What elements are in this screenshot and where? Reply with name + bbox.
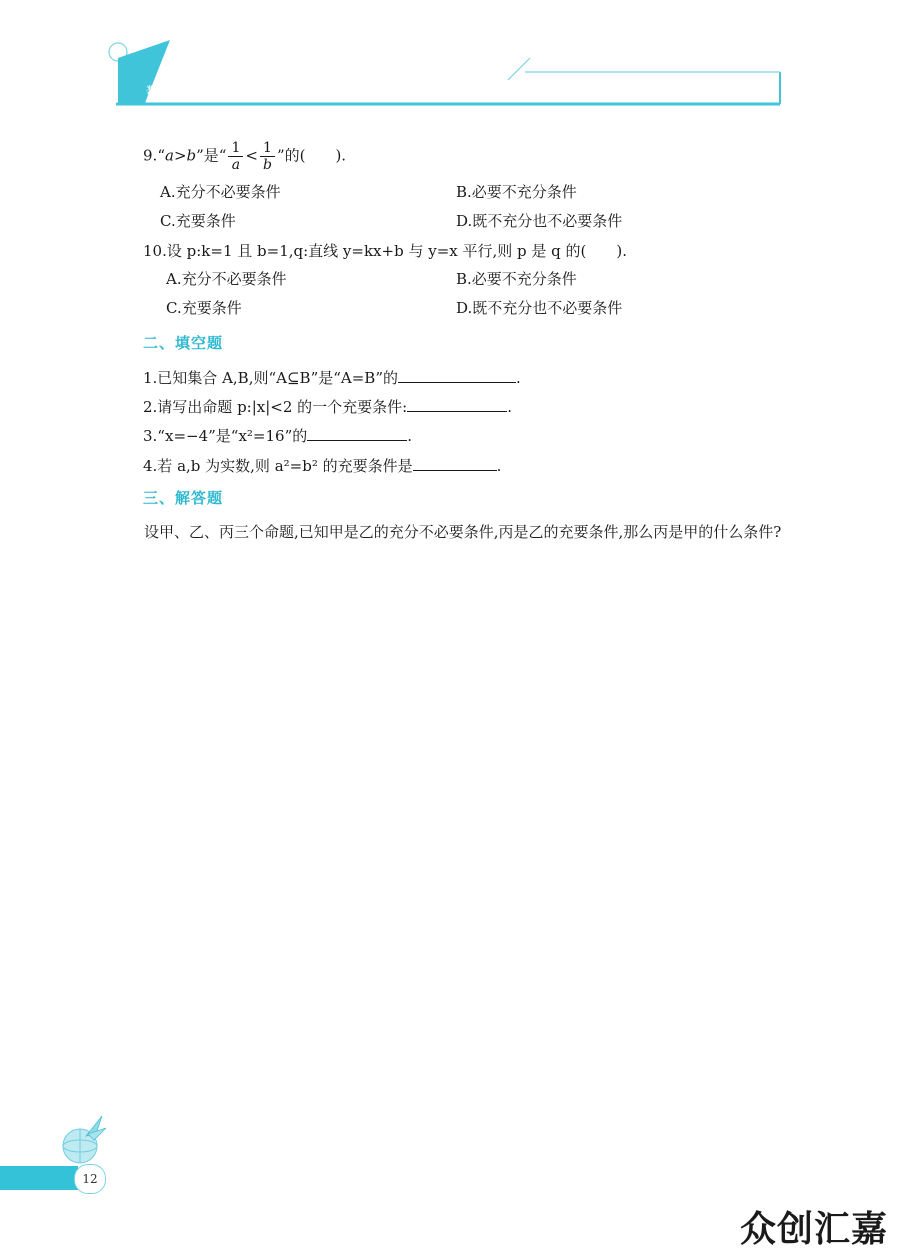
lt-sign: < (245, 146, 258, 165)
option-a: A.充分不必要条件 (166, 270, 287, 288)
question-text: 设 p:k=1 且 b=1,q:直线 y=kx+b 与 y=x 平行,则 p 是 q 的( ). (166, 242, 628, 260)
option-d: D.既不充分也不必要条件 (456, 299, 623, 317)
fill-item-2 (143, 396, 512, 417)
var-b: b (186, 146, 197, 165)
option-c: C.充要条件 (166, 299, 242, 317)
option-b: B.必要不充分条件 (456, 183, 577, 201)
header-title: 数学同步练(拓展模块一·上册) (146, 85, 332, 100)
answer-blank[interactable] (407, 396, 507, 412)
question-number: 10. (143, 242, 167, 260)
fill-text: 4.若 a,b 为实数,则 a²=b² 的充要条件是 (143, 457, 413, 475)
watermark-text: 众创汇嘉 (740, 1209, 889, 1250)
question-10 (143, 241, 627, 261)
header-decoration (0, 0, 899, 120)
period: . (516, 369, 521, 387)
section-answer-title: 三、解答题 (143, 489, 224, 507)
gt-sign: > (173, 146, 187, 165)
option-b: B.必要不充分条件 (456, 270, 577, 288)
period: . (507, 398, 513, 416)
quote: ”是“ (196, 146, 227, 165)
fill-item-3 (143, 425, 412, 446)
question-number: 9. (143, 146, 158, 165)
question-tail: ”的( ). (276, 146, 347, 165)
var-a: a (164, 146, 174, 165)
page-number: 12 (74, 1164, 106, 1194)
period: . (496, 457, 502, 475)
period: . (407, 427, 413, 445)
fill-text: 2.请写出命题 p:|x|<2 的一个充要条件: (143, 398, 408, 416)
answer-question-text: 设甲、乙、丙三个命题,已知甲是乙的充分不必要条件,丙是乙的充要条件,那么丙是甲的什么条件? (144, 523, 782, 541)
fill-text: 1.已知集合 A,B,则“A⊆B”是“A=B”的 (143, 369, 398, 387)
option-c: C.充要条件 (160, 212, 236, 230)
section-fill-title: 二、填空题 (143, 334, 224, 352)
quote: “ (157, 146, 165, 165)
question-9 (143, 140, 346, 173)
fill-item-1 (143, 367, 521, 388)
fill-item-4 (143, 455, 501, 476)
option-d: D.既不充分也不必要条件 (456, 212, 623, 230)
footer-emblem-icon (58, 1110, 114, 1168)
fraction-1-over-b: $\frac{1}{b}$ (260, 140, 275, 173)
fill-text: 3.“x=−4”是“x²=16”的 (143, 427, 308, 445)
option-a: A.充分不必要条件 (160, 183, 281, 201)
footer-bar (0, 1166, 78, 1190)
answer-blank[interactable] (413, 455, 497, 471)
answer-blank[interactable] (398, 367, 516, 383)
answer-blank[interactable] (307, 425, 407, 441)
fraction-1-over-a: $\frac{1}{a}$ (228, 140, 243, 173)
